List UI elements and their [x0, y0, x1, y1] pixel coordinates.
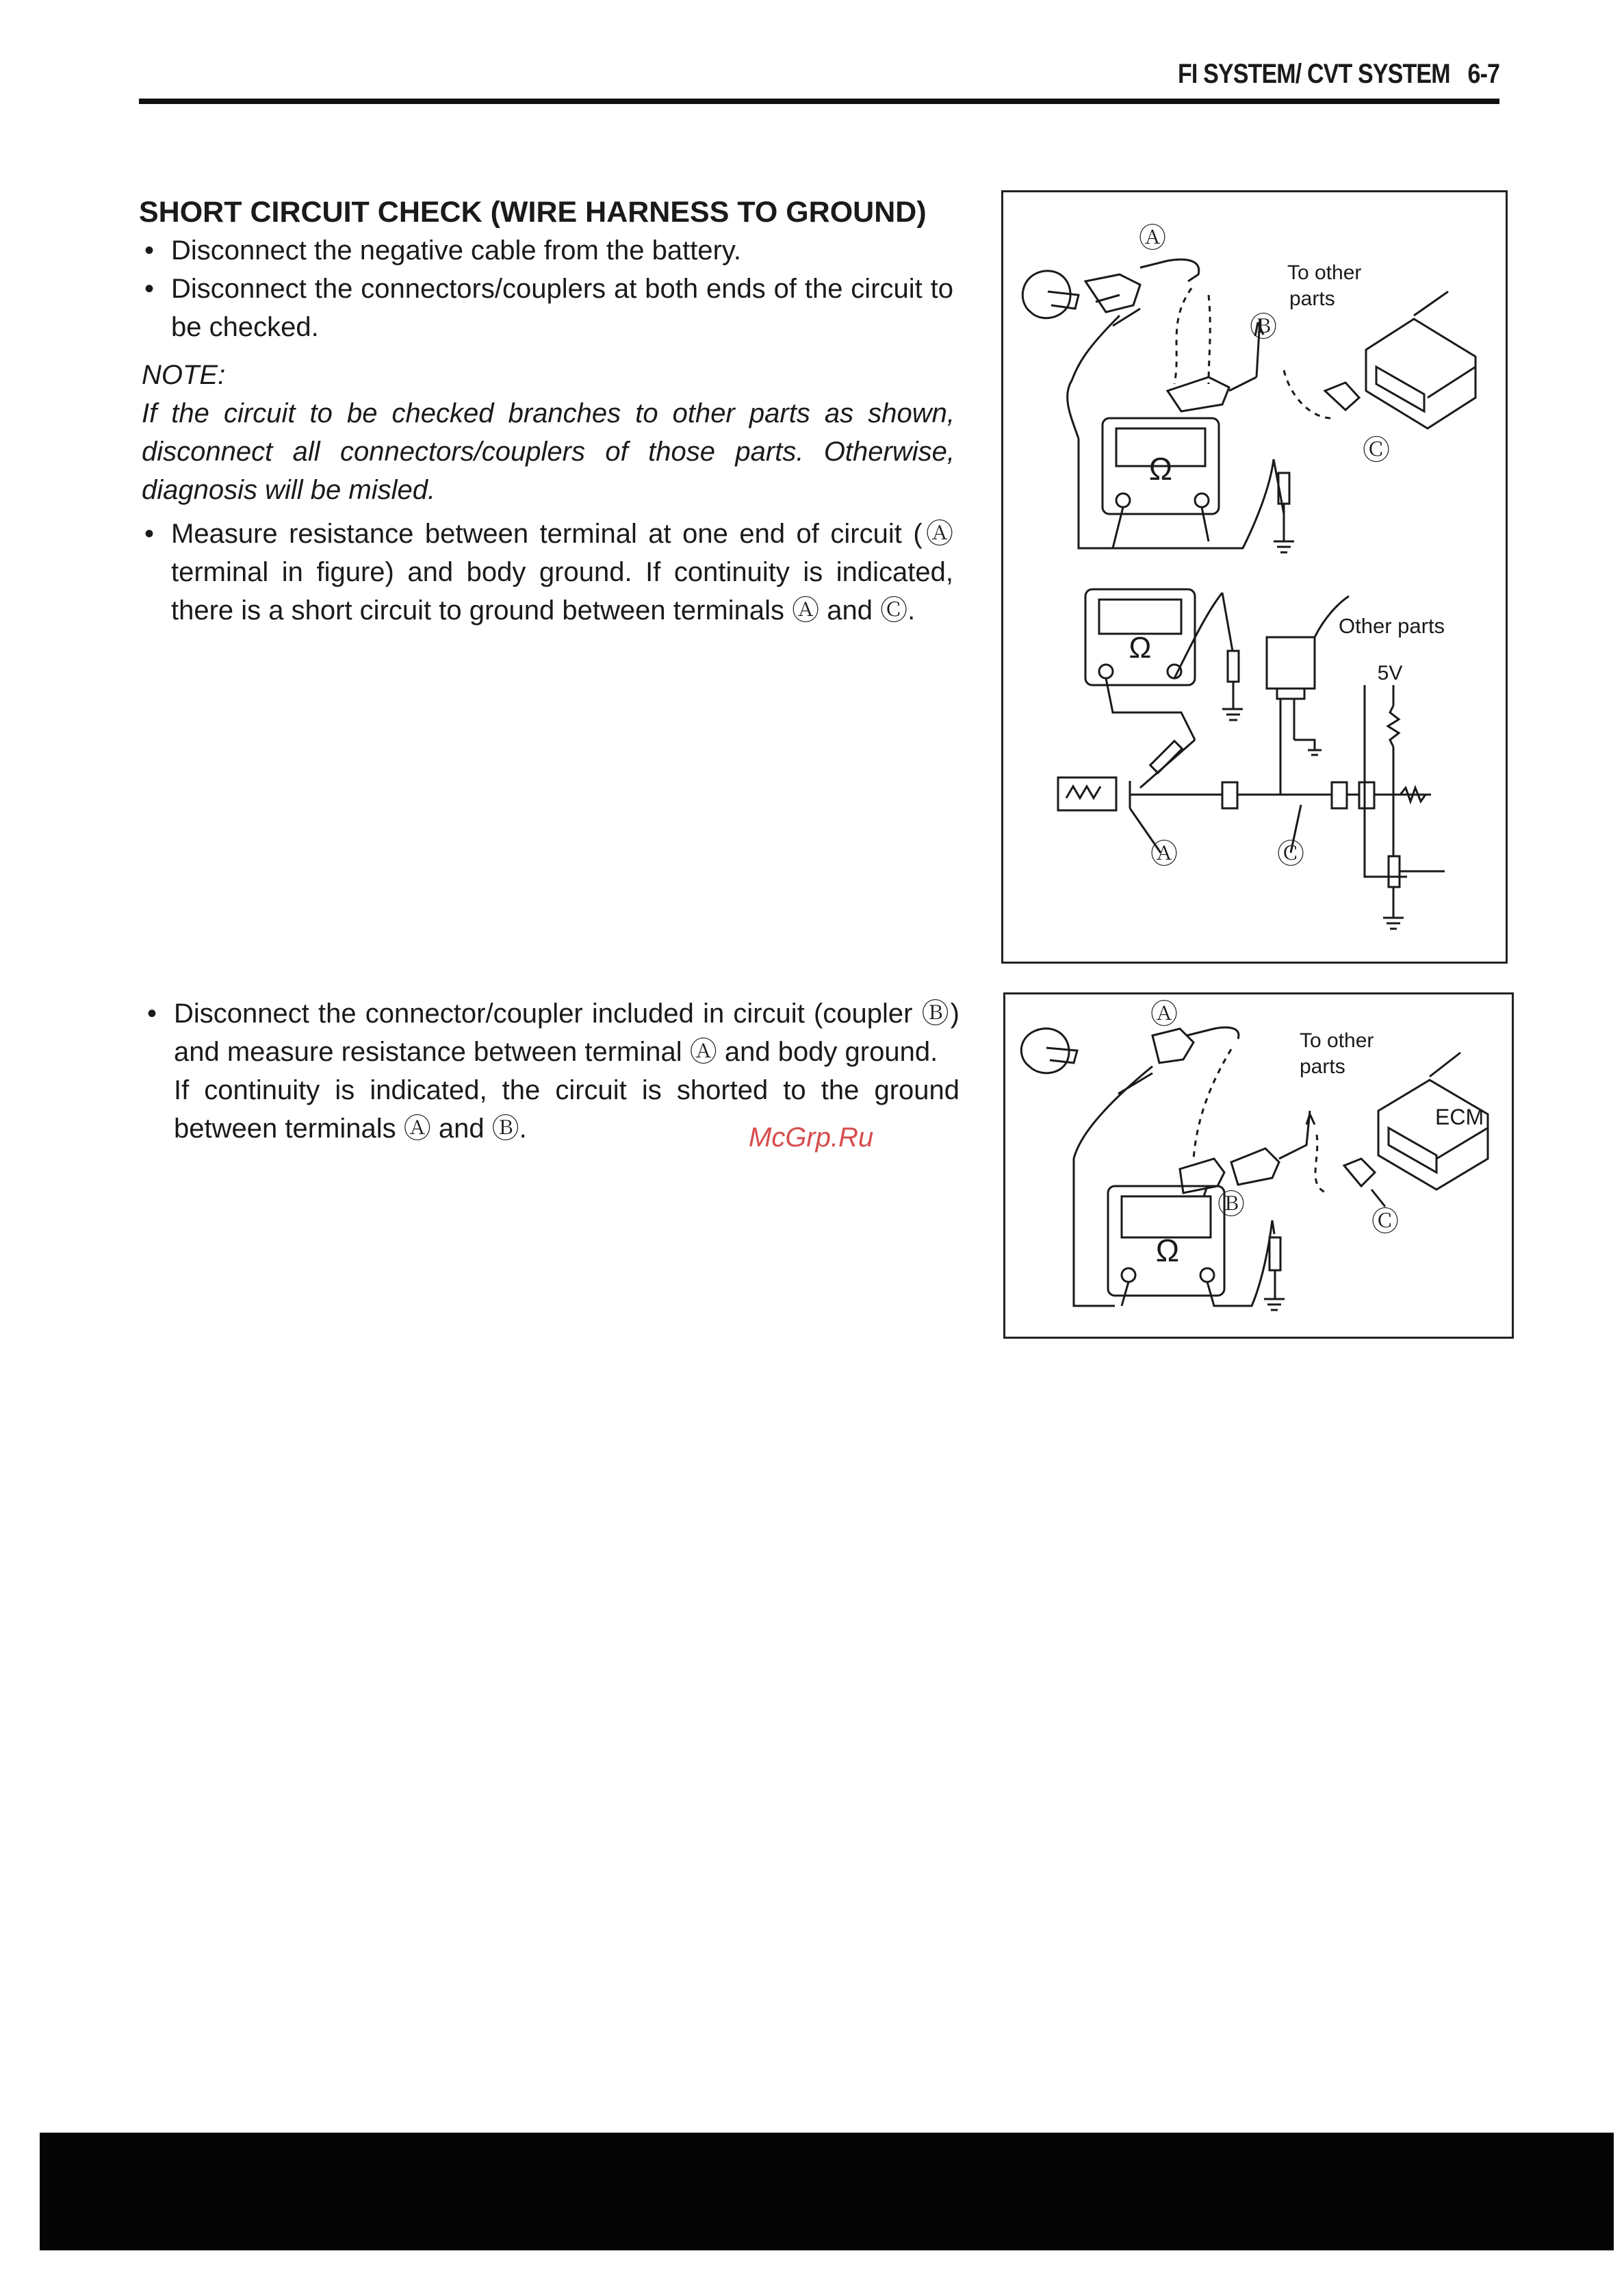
label-b: Ⓑ — [1250, 312, 1277, 342]
connector-a-icon — [1152, 1029, 1194, 1063]
ecm-icon — [1366, 292, 1475, 428]
figure-2-drawing — [1005, 994, 1512, 1337]
parts-label: parts — [1300, 1055, 1345, 1078]
note-text: If the circuit to be checked branches to other parts as shown, disconnect all connectors/couplers of those parts. Otherwise, diagnosis will be misled. — [142, 398, 955, 505]
ohm-symbol: Ω — [1155, 1233, 1180, 1268]
page-number: 6-7 — [1467, 59, 1499, 89]
footer-bar — [40, 2133, 1614, 2250]
parts-label: parts — [1289, 287, 1335, 310]
section-title: SHORT CIRCUIT CHECK (WIRE HARNESS TO GROUND) — [139, 196, 927, 229]
page-header — [1178, 59, 1499, 90]
note-label: NOTE: — [142, 360, 226, 390]
figure-short-circuit-branch — [1001, 190, 1508, 964]
step-item: • Disconnect the connectors/couplers at both ends of the circuit to be checked. — [139, 270, 953, 346]
to-other-label: To other — [1300, 1029, 1374, 1052]
steps-block-2 — [139, 515, 953, 630]
header-title: FI SYSTEM/ CVT SYSTEM — [1177, 59, 1450, 89]
connector-c — [1332, 782, 1347, 808]
step-item: • Disconnect the negative cable from the battery. — [139, 231, 953, 270]
lead-wire — [1068, 316, 1120, 439]
connector-a-icon — [1085, 274, 1140, 312]
watermark: McGrp.Ru — [749, 1122, 874, 1153]
ohm-symbol: Ω — [1129, 631, 1152, 665]
connector-c-icon — [1325, 383, 1359, 410]
sensor-icon — [1022, 271, 1079, 318]
label-c: Ⓒ — [1371, 1207, 1399, 1237]
sensor-icon — [1021, 1029, 1077, 1073]
connector-a — [1222, 782, 1237, 808]
connector-c-icon — [1344, 1159, 1375, 1186]
label-a: Ⓐ — [1139, 223, 1166, 253]
multimeter-icon — [1085, 589, 1243, 740]
sensor-block — [1058, 777, 1116, 810]
step-item: • Measure resistance between terminal at one end of circuit (Ⓐ terminal in figure) and body ground. If continuity is indicated, there is a short circuit to ground between terminals Ⓐ and Ⓒ. — [139, 515, 953, 630]
multimeter-icon — [1079, 418, 1294, 552]
other-parts-box — [1267, 637, 1315, 689]
figure-short-circuit-coupler — [1003, 992, 1514, 1339]
label-a: Ⓐ — [1150, 839, 1178, 869]
multimeter-icon — [1108, 1186, 1285, 1310]
header-rule — [139, 99, 1499, 104]
ecm-label: ECM — [1435, 1105, 1484, 1129]
label-c: Ⓒ — [1277, 839, 1304, 869]
label-c: Ⓒ — [1363, 435, 1390, 465]
other-parts-label: Other parts — [1339, 614, 1445, 638]
connector-b-icon — [1180, 1159, 1224, 1193]
note-block — [142, 356, 955, 509]
ohm-symbol: Ω — [1148, 451, 1173, 487]
step-text: Disconnect the connector/coupler included in circuit (coupler Ⓑ) and measure resistance between terminal Ⓐ and body ground. — [174, 999, 959, 1067]
label-a: Ⓐ — [1150, 999, 1178, 1029]
step-text: If continuity is indicated, the circuit is shorted to the ground between terminals Ⓐ and Ⓑ. — [174, 1075, 959, 1144]
figure-1-drawing — [1003, 192, 1506, 962]
to-other-label: To other — [1287, 261, 1362, 284]
voltage-label: 5V — [1377, 662, 1403, 684]
connector-b-icon — [1168, 377, 1229, 411]
steps-block-1 — [139, 231, 953, 346]
label-b: Ⓑ — [1217, 1190, 1245, 1220]
